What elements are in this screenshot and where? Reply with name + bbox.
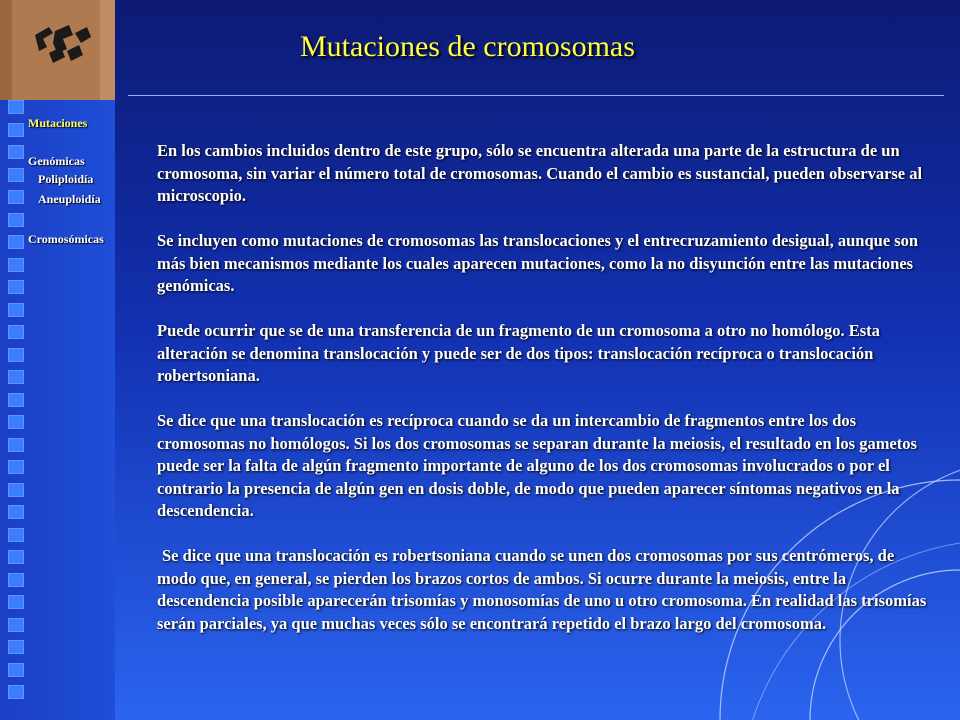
decorative-square	[8, 168, 24, 182]
decorative-square	[8, 640, 24, 654]
paragraph-2: Se incluyen como mutaciones de cromosomas las translocaciones y el entrecruzamiento desigual, aunque son más bien mecanismos mediante los cuales aparecen mutaciones, como la no disyunción entre las mutaciones genómicas.	[157, 231, 919, 295]
decorative-square	[8, 235, 24, 249]
decorative-square	[8, 550, 24, 564]
decorative-square	[8, 325, 24, 339]
decorative-square	[8, 618, 24, 632]
nav-item-cromosomicas[interactable]: Cromosómicas	[28, 232, 104, 246]
decorative-square	[8, 415, 24, 429]
decorative-square	[8, 438, 24, 452]
university-logo	[0, 0, 115, 100]
main-content	[157, 140, 927, 658]
decorative-square	[8, 100, 24, 114]
decorative-square	[8, 663, 24, 677]
decorative-square	[8, 460, 24, 474]
logo-icon	[0, 0, 115, 100]
decorative-square	[8, 348, 24, 362]
paragraph-4: Se dice que una translocación es recíproca cuando se da un intercambio de fragmentos entre los dos cromosomas no homólogos. Si los dos cromosomas se separan durante la meiosis, el resultado en los gametos puede ser la falta de algún fragmento importante de alguno de los dos cromosomas involucrados o por el contrario la presencia de algún gen en dosis doble, de modo que pueden aparecer síntomas negativos en la descendencia.	[157, 411, 917, 520]
nav-item-mutaciones[interactable]: Mutaciones	[28, 116, 88, 130]
decorative-square	[8, 370, 24, 384]
decorative-square	[8, 123, 24, 137]
decorative-square	[8, 505, 24, 519]
decorative-square	[8, 573, 24, 587]
paragraph-1: En los cambios incluidos dentro de este grupo, sólo se encuentra alterada una parte de la estructura de un cromosoma, sin variar el número total de cromosomas. Cuando el cambio es sustancial, pueden observarse al microscopio.	[157, 141, 923, 205]
decorative-square	[8, 528, 24, 542]
paragraph-3: Puede ocurrir que se de una transferencia de un fragmento de un cromosoma a otro no homólogo. Esta alteración se denomina translocación y puede ser de dos tipos: translocación recíproca o translocación robertsoniana.	[157, 321, 880, 385]
nav-item-aneuploidia[interactable]: Aneuploidía	[38, 192, 101, 206]
page-title: Mutaciones de cromosomas	[300, 30, 635, 63]
decorative-square	[8, 685, 24, 699]
decorative-square	[8, 595, 24, 609]
paragraph-5: Se dice que una translocación es robertsoniana cuando se unen dos cromosomas por sus centrómeros, de modo que, en general, se pierden los brazos cortos de ambos. Si ocurre durante la meiosis, entre la descendencia posible aparecerán trisomías y monosomías de uno u otro cromosoma. En realidad las trisomías serán parciales, ya que muchas veces sólo se encontrará repetido el brazo largo del cromosoma.	[157, 546, 927, 633]
decorative-square	[8, 213, 24, 227]
decorative-square	[8, 258, 24, 272]
decorative-square	[8, 280, 24, 294]
decorative-square	[8, 303, 24, 317]
nav-item-poliploidia[interactable]: Poliploidía	[38, 172, 94, 186]
title-divider	[128, 95, 944, 96]
decorative-square	[8, 393, 24, 407]
decorative-square	[8, 483, 24, 497]
decorative-square	[8, 145, 24, 159]
nav-item-genomicas[interactable]: Genómicas	[28, 154, 85, 168]
decorative-square	[8, 190, 24, 204]
